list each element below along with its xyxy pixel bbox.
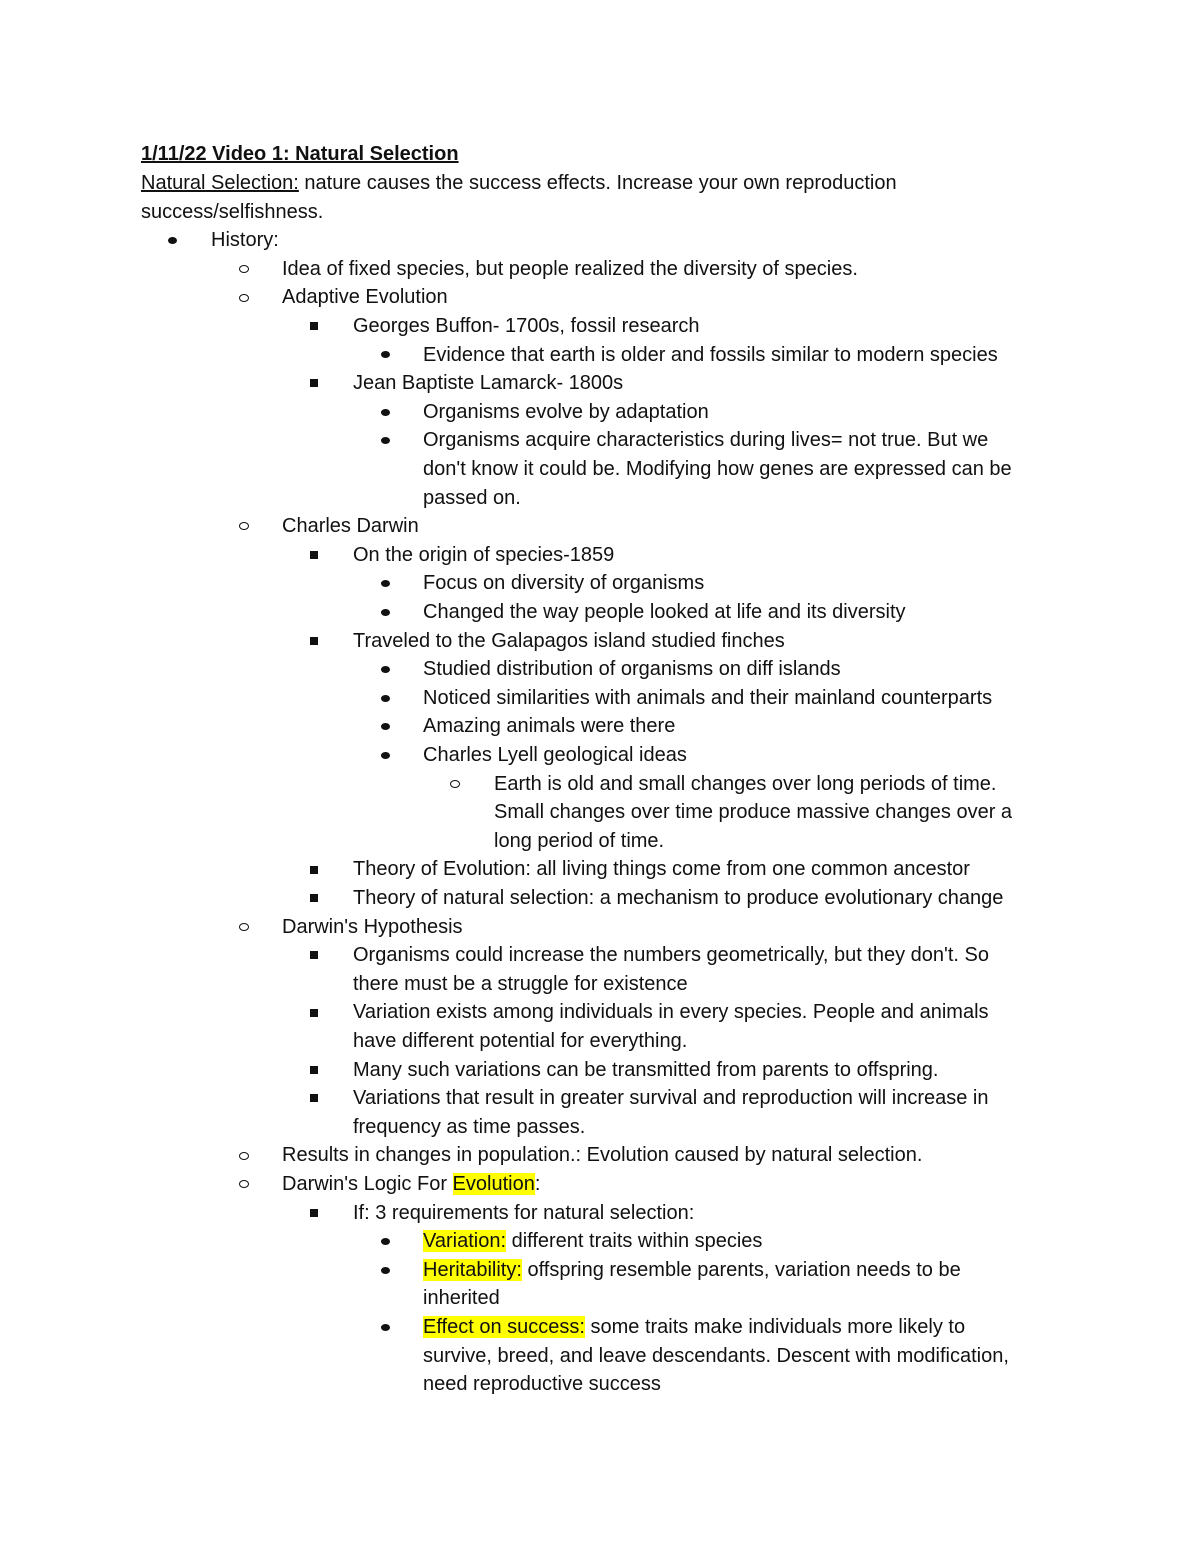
- list-item-text: Focus on diversity of organisms: [423, 572, 705, 595]
- list-item-text: offspring resemble parents, variation needs to be: [521, 1258, 961, 1281]
- list-bullet: [304, 941, 324, 970]
- list-item-text: Darwin's Hypothesis: [282, 915, 463, 938]
- square-bullet-icon: [310, 1094, 318, 1102]
- circle-bullet-icon: [450, 780, 460, 788]
- list-item-text: Amazing animals were there: [423, 715, 676, 738]
- list-item: [423, 684, 992, 713]
- list-item-text: frequency as time passes.: [353, 1115, 586, 1138]
- list-bullet: [304, 884, 324, 913]
- list-item-text: Idea of fixed species, but people realized the diversity of species.: [282, 257, 858, 280]
- highlighted-term: Effect on success:: [423, 1316, 585, 1338]
- list-item-text: need reproductive success: [423, 1373, 661, 1396]
- square-bullet-icon: [310, 951, 318, 959]
- circle-bullet-icon: [239, 294, 249, 302]
- disc-bullet-icon: [381, 351, 390, 358]
- list-item: [423, 712, 675, 741]
- disc-bullet-icon: [381, 1238, 390, 1245]
- list-bullet: [304, 855, 324, 884]
- list-item: [282, 1170, 540, 1199]
- list-bullet: [375, 712, 395, 741]
- disc-bullet-icon: [381, 1324, 390, 1331]
- list-item-text: different traits within species: [506, 1230, 763, 1253]
- list-item-continuation: [423, 1342, 1009, 1371]
- intro-line-1: [141, 169, 897, 198]
- list-item-text: :: [534, 1173, 541, 1195]
- list-item: [211, 226, 279, 255]
- square-bullet-icon: [310, 1066, 318, 1074]
- list-item-text: Theory of Evolution: all living things come from one common ancestor: [353, 858, 970, 881]
- square-bullet-icon: [310, 551, 318, 559]
- list-bullet: [445, 770, 465, 799]
- list-item: [282, 1141, 922, 1170]
- list-item-text: Many such variations can be transmitted from parents to offspring.: [353, 1058, 939, 1081]
- list-item-text: On the origin of species-1859: [353, 543, 615, 566]
- list-bullet: [304, 627, 324, 656]
- list-item: [423, 398, 709, 427]
- list-item-text: Charles Lyell geological ideas: [423, 744, 687, 766]
- list-item-continuation: [423, 484, 521, 513]
- highlighted-term: Evolution: [452, 1173, 535, 1195]
- list-item-text: Jean Baptiste Lamarck- 1800s: [353, 372, 624, 395]
- list-item-text: there must be a struggle for existence: [353, 972, 688, 995]
- page-title: 1/11/22 Video 1: Natural Selection: [141, 143, 459, 165]
- list-item-continuation: [423, 455, 1012, 484]
- disc-bullet-icon: [381, 723, 390, 730]
- disc-bullet-icon: [381, 752, 390, 759]
- list-item-text: some traits make individuals more likely to: [584, 1316, 966, 1338]
- list-item-text: History:: [211, 229, 279, 252]
- list-item: [353, 998, 989, 1027]
- list-item-text: Theory of natural selection: a mechanism to produce evolutionary change: [353, 887, 1004, 909]
- list-bullet: [375, 1256, 395, 1285]
- list-item: [353, 884, 1003, 913]
- list-bullet: [304, 369, 324, 398]
- square-bullet-icon: [310, 637, 318, 645]
- list-bullet: [304, 541, 324, 570]
- list-item-text: inherited: [423, 1287, 500, 1310]
- list-item: [423, 1313, 965, 1342]
- circle-bullet-icon: [239, 1180, 249, 1188]
- list-item: [423, 426, 988, 455]
- list-item-text: Organisms could increase the numbers geometrically, but they don't. So: [353, 944, 989, 967]
- list-item: [353, 627, 785, 656]
- list-bullet: [375, 569, 395, 598]
- intro-line-2: success/selfishness.: [141, 200, 324, 223]
- list-bullet: [375, 398, 395, 427]
- circle-bullet-icon: [239, 923, 249, 931]
- list-item: [353, 312, 699, 341]
- list-item-continuation: [423, 1370, 661, 1399]
- list-item-continuation: [353, 970, 688, 999]
- list-bullet: [234, 913, 254, 942]
- list-item-text: Changed the way people looked at life and its diversity: [423, 601, 906, 623]
- list-item-text: Darwin's Logic For: [282, 1173, 453, 1195]
- circle-bullet-icon: [239, 1152, 249, 1160]
- list-bullet: [304, 1056, 324, 1085]
- list-item-continuation: [353, 1113, 585, 1142]
- list-item-text: Traveled to the Galapagos island studied finches: [353, 629, 785, 652]
- list-bullet: [304, 1199, 324, 1228]
- list-item-continuation: [353, 1027, 687, 1056]
- list-bullet: [375, 598, 395, 627]
- list-item: [423, 1227, 762, 1256]
- list-item-continuation: [494, 798, 1012, 827]
- list-bullet: [375, 655, 395, 684]
- list-item: [494, 770, 997, 799]
- list-bullet: [234, 1170, 254, 1199]
- disc-bullet-icon: [168, 237, 177, 244]
- list-bullet: [375, 684, 395, 713]
- list-item: [353, 1199, 694, 1228]
- list-bullet: [375, 341, 395, 370]
- list-bullet: [375, 426, 395, 455]
- list-item-text: Earth is old and small changes over long periods of time.: [494, 772, 997, 795]
- list-bullet: [375, 1227, 395, 1256]
- disc-bullet-icon: [381, 580, 390, 587]
- list-item: [282, 512, 419, 541]
- square-bullet-icon: [310, 379, 318, 387]
- list-item-text: have different potential for everything.: [353, 1030, 688, 1052]
- highlighted-term: Heritability:: [423, 1258, 522, 1281]
- list-item-text: Adaptive Evolution: [282, 286, 448, 309]
- list-item-text: Georges Buffon- 1700s, fossil research: [353, 315, 700, 337]
- list-item-text: Charles Darwin: [282, 515, 419, 538]
- list-item: [423, 341, 998, 370]
- list-item: [423, 598, 906, 627]
- list-bullet: [234, 1141, 254, 1170]
- list-item: [353, 1084, 989, 1113]
- square-bullet-icon: [310, 322, 318, 330]
- list-bullet: [234, 255, 254, 284]
- list-item-text: passed on.: [423, 486, 521, 509]
- list-bullet: [304, 312, 324, 341]
- list-item-text: Variations that result in greater survival and reproduction will increase in: [353, 1087, 989, 1110]
- list-item-text: Noticed similarities with animals and their mainland counterparts: [423, 686, 993, 709]
- intro-term: Natural Selection:: [141, 172, 299, 194]
- disc-bullet-icon: [381, 666, 390, 673]
- list-bullet: [162, 226, 182, 255]
- list-item: [423, 655, 841, 684]
- disc-bullet-icon: [381, 1267, 390, 1274]
- list-item: [353, 1056, 938, 1085]
- circle-bullet-icon: [239, 522, 249, 530]
- list-item: [353, 941, 989, 970]
- list-item-continuation: [423, 1284, 500, 1313]
- square-bullet-icon: [310, 1209, 318, 1217]
- list-bullet: [375, 1313, 395, 1342]
- circle-bullet-icon: [239, 265, 249, 273]
- disc-bullet-icon: [381, 437, 390, 444]
- list-item: [423, 1256, 961, 1285]
- square-bullet-icon: [310, 894, 318, 902]
- list-bullet: [234, 283, 254, 312]
- list-item-continuation: [494, 827, 664, 856]
- disc-bullet-icon: [381, 409, 390, 416]
- list-item-text: Small changes over time produce massive changes over a: [494, 801, 1013, 824]
- list-item: [353, 369, 623, 398]
- list-item: [423, 741, 687, 770]
- list-item: [423, 569, 704, 598]
- list-item-text: long period of time.: [494, 829, 665, 852]
- list-item-text: Studied distribution of organisms on diff islands: [423, 658, 841, 681]
- list-item-text: Organisms acquire characteristics during lives= not true. But we: [423, 429, 989, 452]
- list-item: [353, 541, 614, 570]
- list-item: [282, 255, 858, 284]
- list-item: [353, 855, 970, 884]
- list-item-text: If: 3 requirements for natural selection:: [353, 1201, 695, 1224]
- list-item: [282, 913, 463, 942]
- list-item-text: don't know it could be. Modifying how genes are expressed can be: [423, 458, 1012, 480]
- list-item-text: Evidence that earth is older and fossils similar to modern species: [423, 343, 998, 366]
- highlighted-term: Variation:: [423, 1230, 507, 1253]
- intro-text-1: nature causes the success effects. Increase your own reproduction: [298, 172, 897, 194]
- list-bullet: [304, 1084, 324, 1113]
- disc-bullet-icon: [381, 695, 390, 702]
- list-bullet: [304, 998, 324, 1027]
- list-item-text: Organisms evolve by adaptation: [423, 400, 709, 423]
- list-bullet: [234, 512, 254, 541]
- square-bullet-icon: [310, 1009, 318, 1017]
- list-item: [282, 283, 448, 312]
- square-bullet-icon: [310, 866, 318, 874]
- list-bullet: [375, 741, 395, 770]
- list-item-text: Variation exists among individuals in every species. People and animals: [353, 1001, 989, 1024]
- disc-bullet-icon: [381, 609, 390, 616]
- list-item-text: Results in changes in population.: Evolution caused by natural selection.: [282, 1144, 923, 1167]
- list-item-text: survive, breed, and leave descendants. Descent with modification,: [423, 1344, 1009, 1367]
